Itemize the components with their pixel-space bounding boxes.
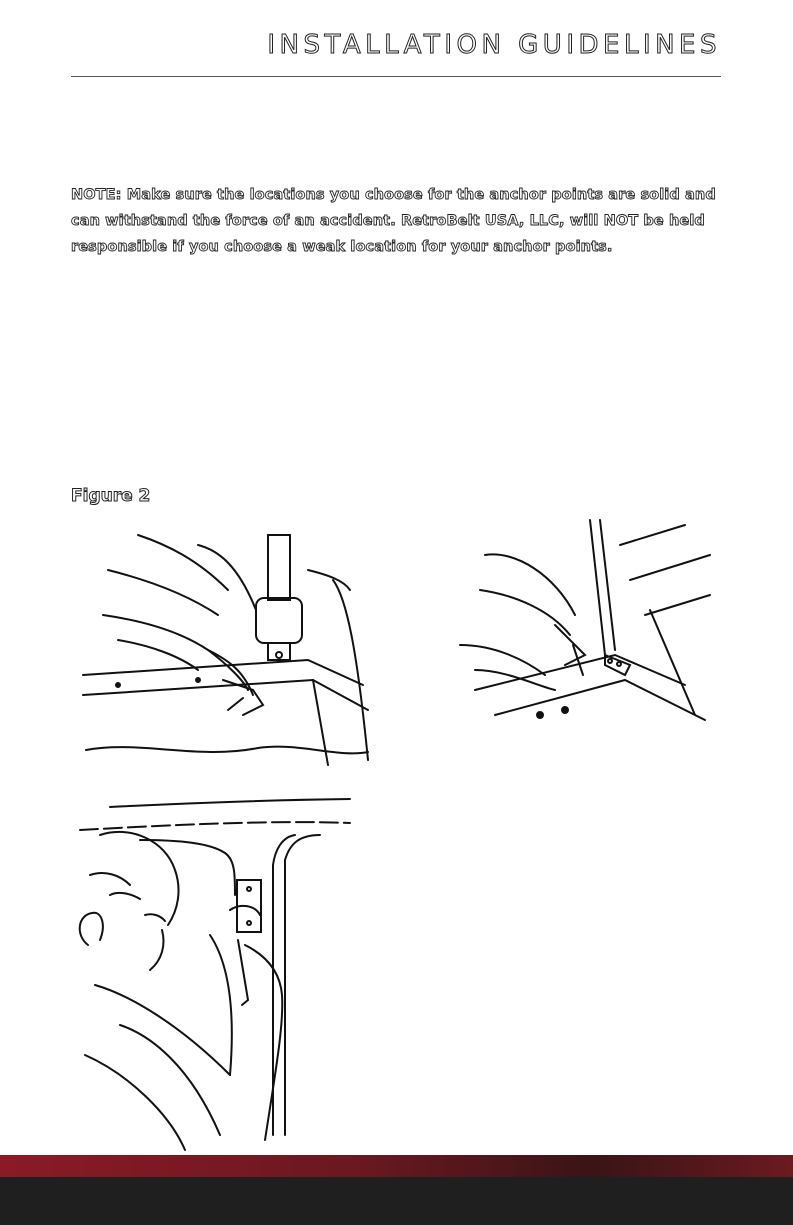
illustration-bolting-retractor (78, 520, 378, 770)
illustration-pillar-mounting (70, 795, 360, 1155)
figure-label: Figure 2 (71, 486, 151, 506)
illustration-marking-floor (455, 515, 715, 730)
footer-accent-band (0, 1155, 793, 1177)
page-title: INSTALLATION GUIDELINES (267, 30, 721, 60)
footer-bar (0, 1177, 793, 1225)
note-paragraph: NOTE: Make sure the locations you choose for the anchor points are solid and can withstand the force of an accident. RetroBelt USA, LLC, will NOT be held responsible if you choose a weak location for your anchor points. (71, 187, 716, 255)
header-divider (71, 76, 721, 77)
